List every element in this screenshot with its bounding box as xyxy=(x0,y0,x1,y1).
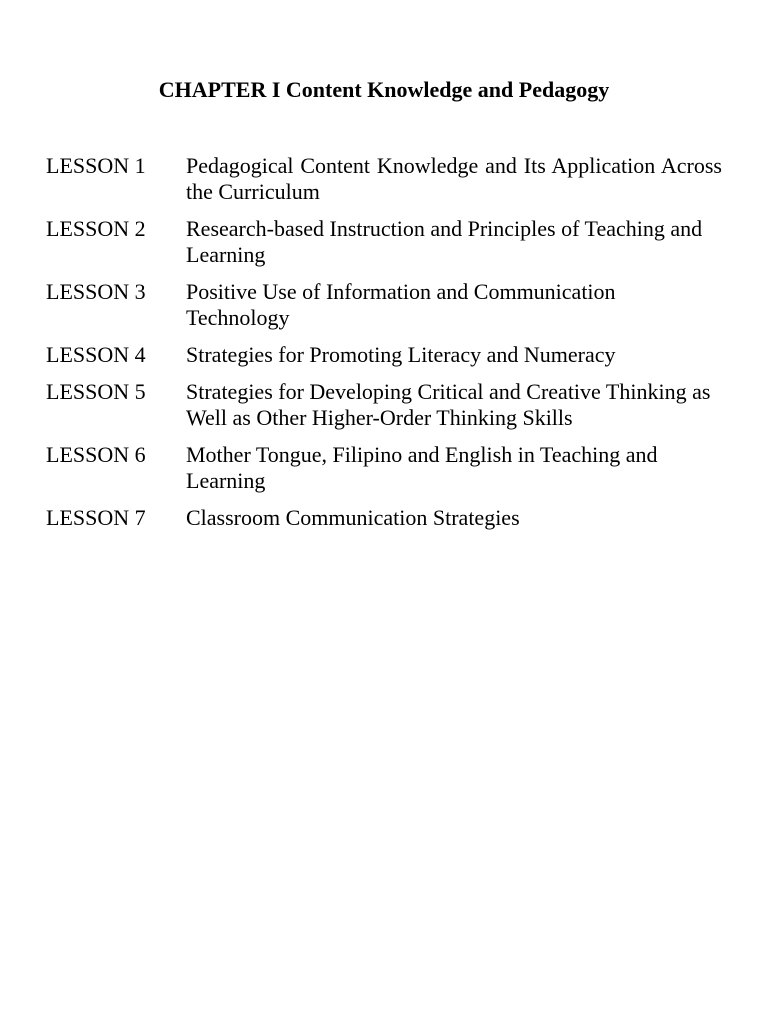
lesson-title: Research-based Instruction and Principles of Teaching and Learning xyxy=(186,216,703,267)
lesson-row xyxy=(46,379,722,431)
lesson-number: LESSON 2 xyxy=(46,216,146,241)
lesson-row xyxy=(46,505,722,531)
lesson-row xyxy=(46,342,722,368)
lesson-number: LESSON 7 xyxy=(46,505,146,530)
lesson-title: Positive Use of Information and Communication Technology xyxy=(186,279,616,330)
lesson-row xyxy=(46,153,722,205)
lesson-row xyxy=(46,442,722,494)
lesson-number: LESSON 1 xyxy=(46,153,146,178)
lesson-row xyxy=(46,279,722,331)
lesson-title: Strategies for Promoting Literacy and Numeracy xyxy=(186,342,616,367)
lesson-title: Pedagogical Content Knowledge and Its Application Across the Curriculum xyxy=(186,153,722,204)
lesson-number: LESSON 4 xyxy=(46,342,146,367)
chapter-title: CHAPTER I Content Knowledge and Pedagogy xyxy=(158,77,610,102)
lesson-number: LESSON 3 xyxy=(46,279,146,304)
lesson-row xyxy=(46,216,722,268)
lesson-title: Mother Tongue, Filipino and English in Teaching and Learning xyxy=(186,442,658,493)
lesson-list xyxy=(46,153,722,542)
lesson-title: Strategies for Developing Critical and Creative Thinking as Well as Other Higher-Order Thinking Skills xyxy=(186,379,711,430)
lesson-number: LESSON 6 xyxy=(46,442,146,467)
lesson-title: Classroom Communication Strategies xyxy=(186,505,520,530)
lesson-number: LESSON 5 xyxy=(46,379,146,404)
